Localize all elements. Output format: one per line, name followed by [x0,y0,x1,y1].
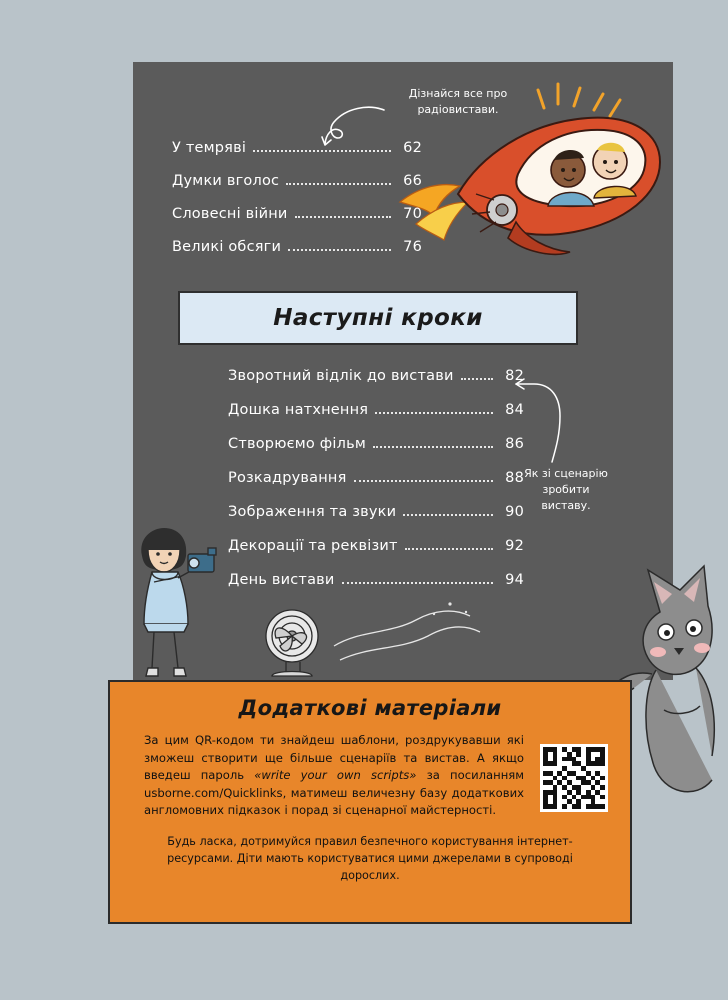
extra-materials-note: Будь ласка, дотримуйся правил безпечного користування інтернет-ресурсами. Діти мають користуватися цими джерелами в супроводі дорослих. [167,835,573,882]
list-item[interactable] [172,206,422,222]
toc-page: 76 [403,239,422,255]
top-contents-list [172,140,422,272]
girl-with-camera-illustration [108,520,228,690]
qr-code-grid [543,747,605,809]
extra-materials-body [144,732,524,820]
toc-leader [342,581,493,584]
list-item[interactable] [228,470,524,486]
rocket-illustration [398,82,670,272]
section-heading-label: Наступні кроки [273,305,483,331]
list-item[interactable] [172,239,422,255]
toc-page: 82 [505,368,524,384]
toc-title: Великі обсяги [172,239,282,255]
toc-title: Зворотний відлік до вистави [228,368,454,384]
toc-page: 84 [505,402,524,418]
annotation-radio-plays: Дізнайся все про радіовистави. [408,87,508,116]
toc-leader [405,547,493,550]
toc-title: У темряві [172,140,247,156]
extra-body-part2: за посиланням usborne.com/Quicklinks, матимеш величезну базу додаткових англомовних підказок і порад зі сценарної майстерності. [144,768,525,818]
toc-leader [461,377,493,380]
list-item[interactable] [228,402,524,418]
extra-body-password: «write your own scripts» [254,768,417,783]
toc-page: 62 [403,140,422,156]
list-item[interactable] [228,368,524,384]
toc-title: Дошка натхнення [228,402,369,418]
list-item[interactable] [172,173,422,189]
qr-code[interactable] [540,744,608,812]
toc-title: День вистави [228,572,335,588]
extra-body-part1: За цим QR-кодом ти знайдеш шаблони, роздрукувавши які зможеш створити ще більше сценаріїв та вистав. А якщо введеш пароль [144,733,524,783]
toc-page: 86 [505,436,524,452]
toc-title: Створюємо фільм [228,436,366,452]
toc-leader [253,149,391,152]
toc-title: Зображення та звуки [228,504,397,520]
extra-materials-title: Додаткові матеріали [238,696,502,720]
section-heading-box [178,291,578,345]
toc-title: Декорації та реквізит [228,538,398,554]
toc-leader [295,215,391,218]
extra-materials-box [108,680,632,924]
bottom-contents-list [228,368,524,606]
toc-leader [373,445,493,448]
toc-page: 66 [403,173,422,189]
toc-leader [375,411,493,414]
toc-title: Словесні війни [172,206,288,222]
toc-leader [403,513,493,516]
toc-page: 92 [505,538,524,554]
toc-page: 88 [505,470,524,486]
wind-swirl-illustration [330,590,490,680]
toc-title: Розкадрування [228,470,347,486]
toc-page: 90 [505,504,524,520]
toc-leader [288,248,391,251]
list-item[interactable] [228,538,524,554]
toc-page: 70 [403,206,422,222]
toc-leader [286,182,391,185]
list-item[interactable] [228,436,524,452]
annotation-arrow-right-icon [512,372,582,472]
list-item[interactable] [172,140,422,156]
annotation-make-a-play: Як зі сценарію зробити виставу. [524,467,608,512]
list-item[interactable] [228,504,524,520]
list-item[interactable] [228,572,524,588]
toc-title: Думки вголос [172,173,280,189]
toc-page: 94 [505,572,524,588]
toc-leader [354,479,494,482]
